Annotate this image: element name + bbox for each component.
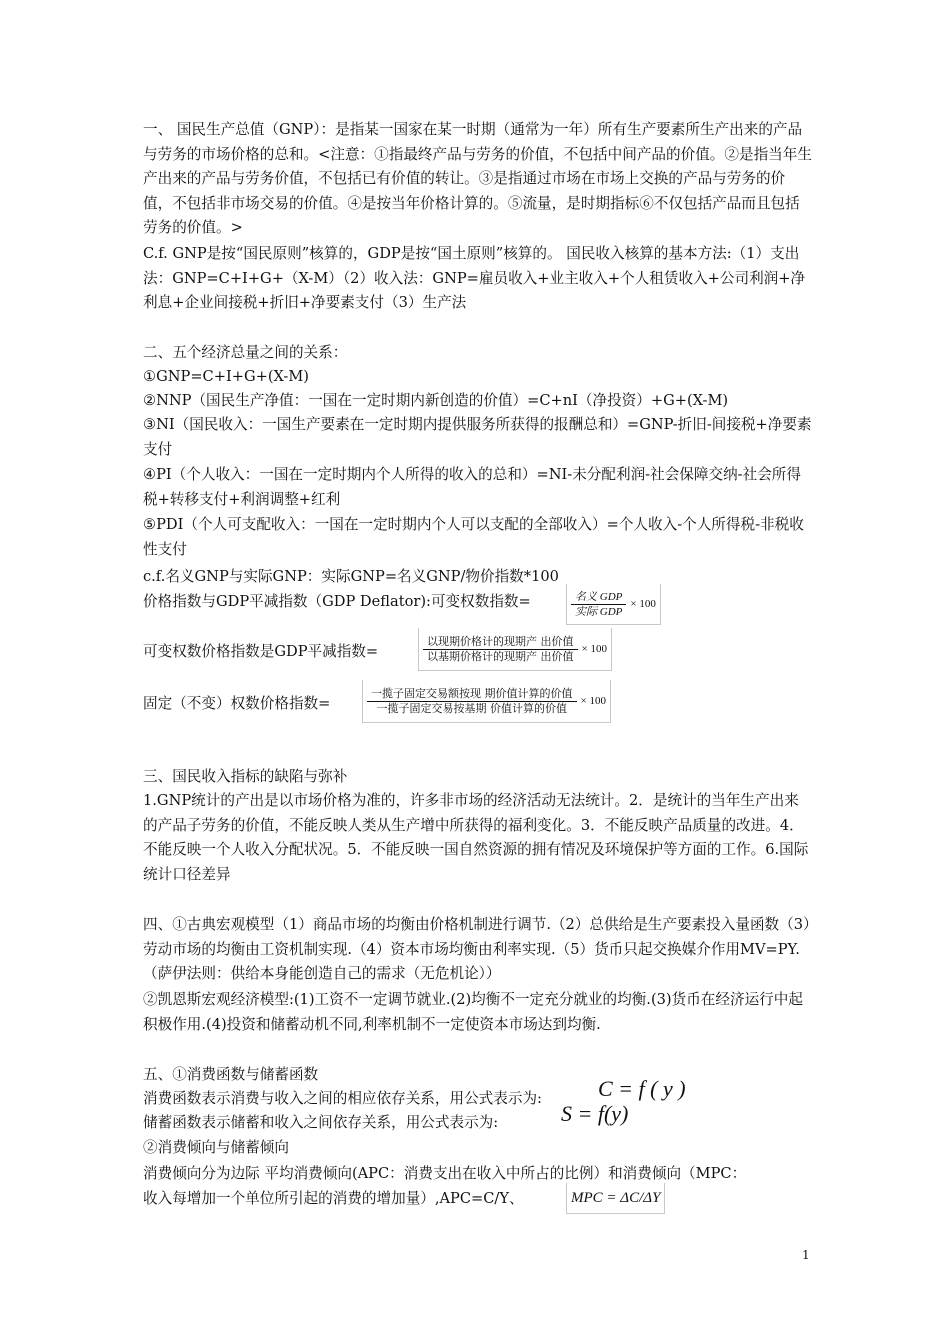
- section-3-title: 三、国民收入指标的缺陷与弥补: [143, 768, 348, 785]
- price-index-label: 价格指数与GDP平减指数（GDP Deflator):可变权数指数=: [143, 593, 531, 610]
- savings-function-equation: S = f(y): [561, 1101, 629, 1126]
- times-100: × 100: [581, 643, 607, 655]
- fraction-denominator: 以基期价格计的现期产 出价值: [427, 649, 574, 663]
- propensity-description-line-1: 消费倾向分为边际 平均消费倾向(APC：消费支出在收入中所占的比例）和消费倾向（MPC：: [143, 1165, 747, 1182]
- fraction-denominator: 实际 GDP: [575, 605, 623, 618]
- savings-function-line: 储蓄函数表示储蓄和收入之间依存关系，用公式表示为:: [143, 1114, 499, 1131]
- fraction-denominator: 一揽子固定交易按基期 价值计算的价值: [376, 701, 567, 715]
- times-100: × 100: [630, 598, 656, 610]
- mpc-formula: MPC = ΔC/ΔY: [566, 1183, 665, 1214]
- gnp-gdp-comparison-paragraph: C.f. GNP是按“国民原则”核算的，GDP是按“国土原则”核算的。 国民收入核算的基本方法:（1）支出法：GNP=C+I+G+（X-M）（2）收入法：GNP=雇员收入+业主收入+个人租赁收入+公司利润+净利息+企业间接税+折旧+净要素支付（3）生产法: [143, 245, 806, 312]
- gdp-deflator-label: 可变权数价格指数是GDP平减指数=: [143, 643, 379, 660]
- pdi-formula: ⑤PDI（个人可支配收入：一国在一定时期内个人可以支配的全部收入）=个人收入-个人所得税-非税收性支付: [143, 516, 804, 558]
- ni-formula: ③NI（国民收入：一国生产要素在一定时期内提供服务所获得的报酬总和）=GNP-折旧-间接税+净要素支付: [143, 416, 812, 458]
- propensity-subtitle: ②消费倾向与储蓄倾向: [143, 1139, 289, 1156]
- consumption-function-line: 消费函数表示消费与收入之间的相应依存关系，用公式表示为:: [143, 1090, 542, 1107]
- page-number: 1: [802, 1248, 810, 1262]
- fixed-weight-index-formula: [362, 680, 611, 723]
- section-5-title: 五、①消费函数与储蓄函数: [143, 1066, 319, 1083]
- times-100: × 100: [580, 695, 606, 707]
- gnp-formula: ①GNP=C+I+G+(X-M): [143, 368, 309, 385]
- gnp-definition-paragraph: 一、 国民生产总值（GNP）：是指某一国家在某一时期（通常为一年）所有生产要素所生产出来的产品与劳务的市场价格的总和。<注意：①指最终产品与劳务的价值，不包括中间产品的价值。②是指当年生产出来的产品与劳务价值，不包括已有价值的转让。③是指通过市场在市场上交换的产品与劳务的价值，不包括非市场交易的价值。④是按当年价格计算的。⑤流量，是时期指标⑥不仅包括产品而且包括劳务的价值。>: [143, 121, 812, 237]
- variable-weight-index-formula: [566, 584, 661, 625]
- nnp-formula: ②NNP（国民生产净值：一国在一定时期内新创造的价值）=C+nI（净投资）+G+(X-M): [143, 392, 729, 409]
- section-2-title: 二、五个经济总量之间的关系：: [143, 344, 348, 361]
- pi-formula: ④PI（个人收入：一国在一定时期内个人所得的收入的总和）=NI-未分配利润-社会保障交纳-社会所得税+转移支付+利润调整+红利: [143, 466, 801, 508]
- fraction-numerator: 名义 GDP: [571, 590, 626, 605]
- fixed-weight-index-label: 固定（不变）权数价格指数=: [143, 695, 331, 712]
- keynesian-model-paragraph: ②凯恩斯宏观经济模型:(1)工资不一定调节就业.(2)均衡不一定充分就业的均衡.(3)货币在经济运行中起积极作用.(4)投资和储蓄动机不同,利率机制不一定使资本市场达到均衡.: [143, 991, 803, 1033]
- propensity-description-line-2: 收入每增加一个单位所引起的消费的增加量）,APC=C/Y、: [143, 1190, 524, 1207]
- gdp-ratio-fraction: [571, 590, 626, 619]
- fraction-numerator: 以现期价格计的现期产 出价值: [423, 635, 578, 650]
- nominal-real-gnp-line: c.f.名义GNP与实际GNP：实际GNP=名义GNP/物价指数*100: [143, 568, 559, 585]
- deflator-fraction: [423, 635, 578, 664]
- fixed-weight-fraction: [367, 687, 577, 716]
- gnp-limitations-paragraph: 1.GNP统计的产出是以市场价格为准的，许多非市场的经济活动无法统计。2．是统计的当年生产出来的产品子劳务的价值，不能反映人类从生产增中所获得的福利变化。3．不能反映产品质量的改进。4．不能反映一个人收入分配状况。5．不能反映一国自然资源的拥有情况及环境保护等方面的工作。6.国际统计口径差异: [143, 792, 809, 883]
- consumption-function-equation: C = f ( y ): [598, 1076, 686, 1101]
- fraction-numerator: 一揽子固定交易额按现 期价值计算的价值: [367, 687, 577, 702]
- classical-model-paragraph: 四、①古典宏观模型（1）商品市场的均衡由价格机制进行调节.（2）总供给是生产要素投入量函数（3）劳动市场的均衡由工资机制实现.（4）资本市场均衡由利率实现.（5）货币只起交换媒介作用MV=PY.（萨伊法则：供给本身能创造自己的需求（无危机论））: [143, 916, 811, 983]
- gdp-deflator-formula: [418, 628, 612, 671]
